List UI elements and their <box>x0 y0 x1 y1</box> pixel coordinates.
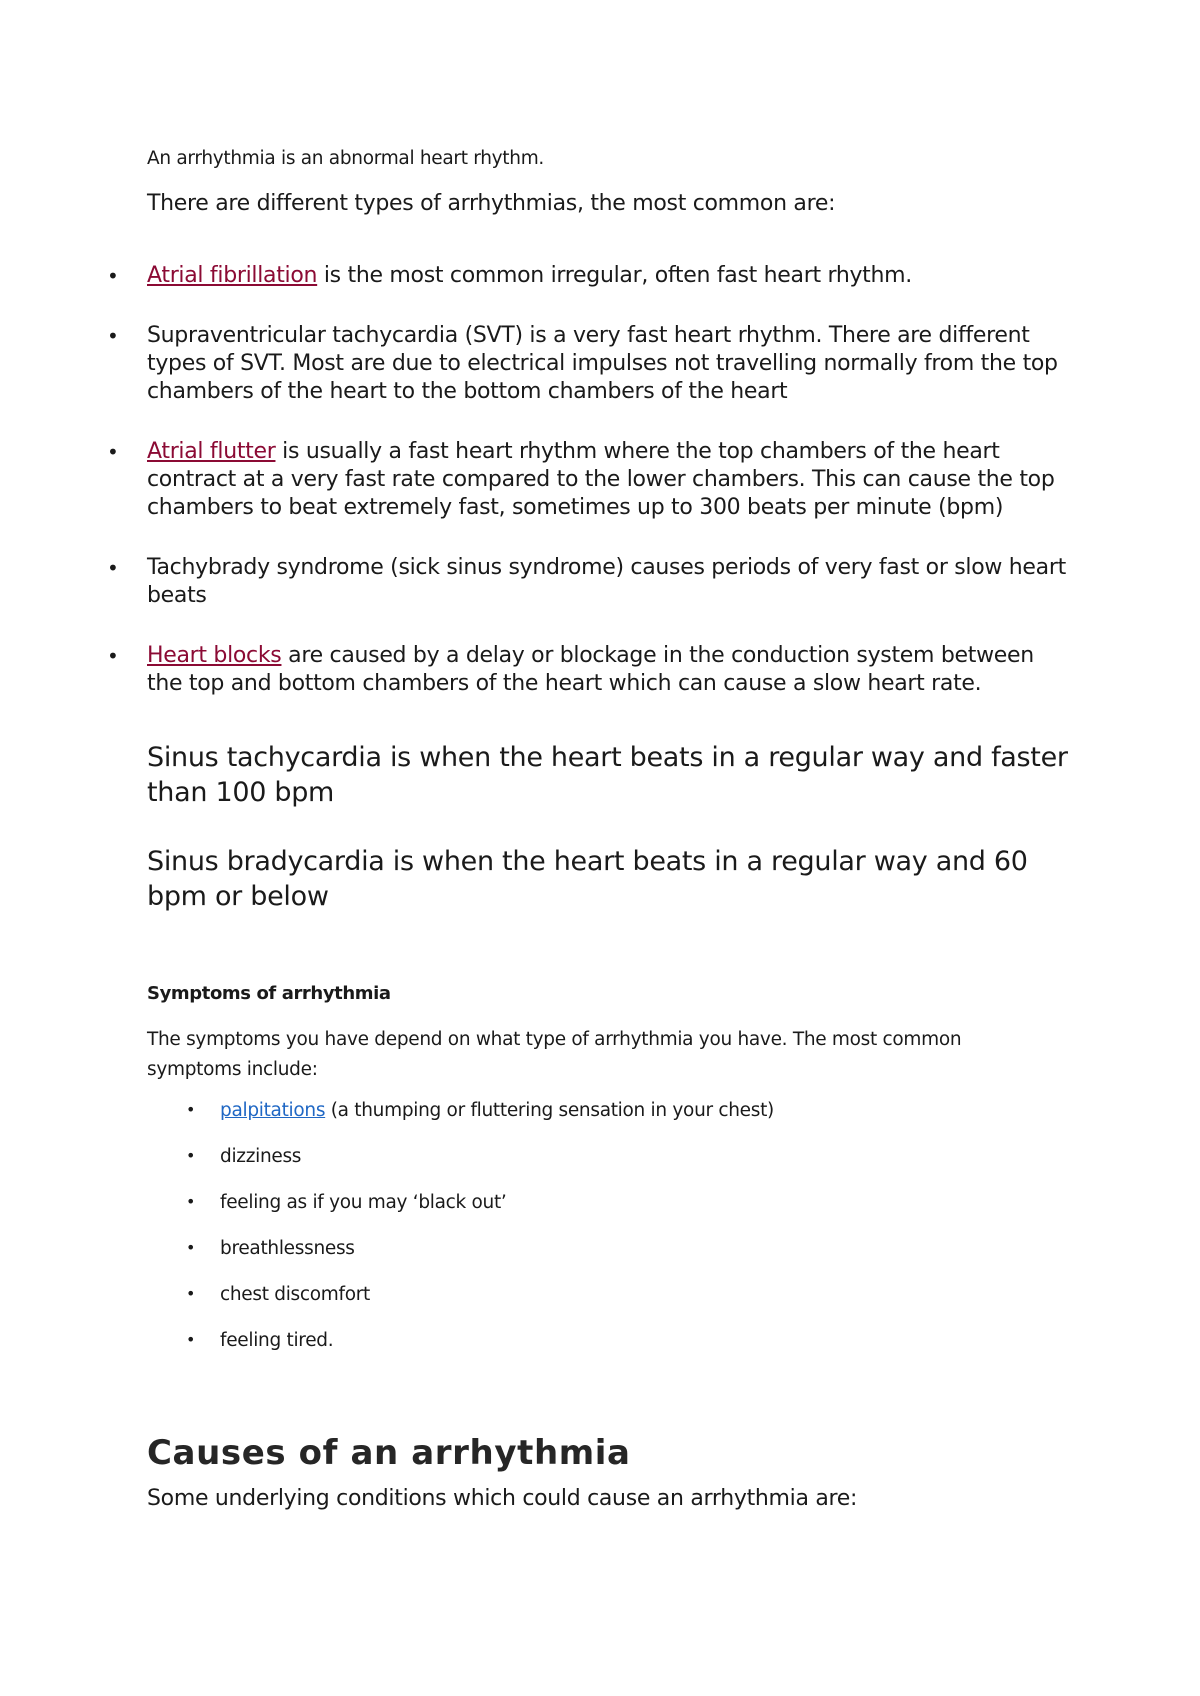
bullet-icon: • <box>186 1238 196 1257</box>
list-item-text: is the most common irregular, often fast heart rhythm. <box>317 263 912 288</box>
list-item <box>0 322 1067 406</box>
list-item-text: breathlessness <box>220 1238 355 1259</box>
causes-intro: Some underlying conditions which could cause an arrhythmia are: <box>147 1486 858 1511</box>
list-item-text: Tachybrady syndrome (sick sinus syndrome) causes periods of very fast or slow heart beats <box>147 555 1066 608</box>
list-item <box>0 438 1067 522</box>
list-item-text: is usually a fast heart rhythm where the top chambers of the heart contract at a very fast rate compared to the lower chambers. This can cause the top chambers to beat extremely fast, sometimes up to 300 beats per minute (bpm) <box>147 439 1055 520</box>
list-item <box>0 1284 1200 1330</box>
bullet-icon: • <box>107 644 119 668</box>
bullet-icon: • <box>186 1284 196 1303</box>
symptoms-intro: The symptoms you have depend on what type of arrhythmia you have. The most common symptoms include: <box>147 1029 962 1080</box>
list-item-text: (a thumping or fluttering sensation in your chest) <box>325 1100 774 1121</box>
palpitations-link[interactable]: palpitations <box>220 1100 326 1121</box>
list-item-text: are caused by a delay or blockage in the conduction system between the top and bottom chambers of the heart which can cause a slow heart rate. <box>147 643 1034 696</box>
atrial-flutter-link[interactable]: Atrial flutter <box>147 439 276 464</box>
list-item-text: Supraventricular tachycardia (SVT) is a very fast heart rhythm. There are different types of SVT. Most are due to electrical impulses not travelling normally from the top chambers of the heart to the bottom chambers of the heart <box>147 323 1058 404</box>
list-item <box>0 1330 1200 1376</box>
intro-text: An arrhythmia is an abnormal heart rhythm. <box>147 148 544 169</box>
list-item <box>0 262 1067 290</box>
list-item-text: feeling as if you may ‘black out’ <box>220 1192 507 1213</box>
list-item <box>0 1238 1200 1284</box>
types-lead: There are different types of arrhythmias, the most common are: <box>147 191 836 216</box>
arrhythmia-types-list <box>0 262 1200 730</box>
bullet-icon: • <box>107 324 119 348</box>
bullet-icon: • <box>186 1330 196 1349</box>
list-item <box>0 642 1067 698</box>
list-item <box>0 1146 1200 1192</box>
bullet-icon: • <box>107 264 119 288</box>
heart-blocks-link[interactable]: Heart blocks <box>147 643 282 668</box>
bullet-icon: • <box>186 1146 196 1165</box>
list-item-text: feeling tired. <box>220 1330 334 1351</box>
atrial-fibrillation-link[interactable]: Atrial fibrillation <box>147 263 318 288</box>
causes-heading: Causes of an arrhythmia <box>147 1433 631 1473</box>
list-item-text: chest discomfort <box>220 1284 370 1305</box>
list-item <box>0 554 1067 610</box>
sinus-tachycardia-text: Sinus tachycardia is when the heart beats in a regular way and faster than 100 bpm <box>147 742 1068 808</box>
sinus-bradycardia-text: Sinus bradycardia is when the heart beats in a regular way and 60 bpm or below <box>147 846 1028 912</box>
list-item <box>0 1100 1200 1146</box>
list-item <box>0 1192 1200 1238</box>
list-item-text: dizziness <box>220 1146 302 1167</box>
bullet-icon: • <box>186 1100 196 1119</box>
bullet-icon: • <box>107 556 119 580</box>
bullet-icon: • <box>107 440 119 464</box>
bullet-icon: • <box>186 1192 196 1211</box>
symptoms-heading: Symptoms of arrhythmia <box>147 983 391 1004</box>
symptoms-list <box>0 1100 1200 1376</box>
